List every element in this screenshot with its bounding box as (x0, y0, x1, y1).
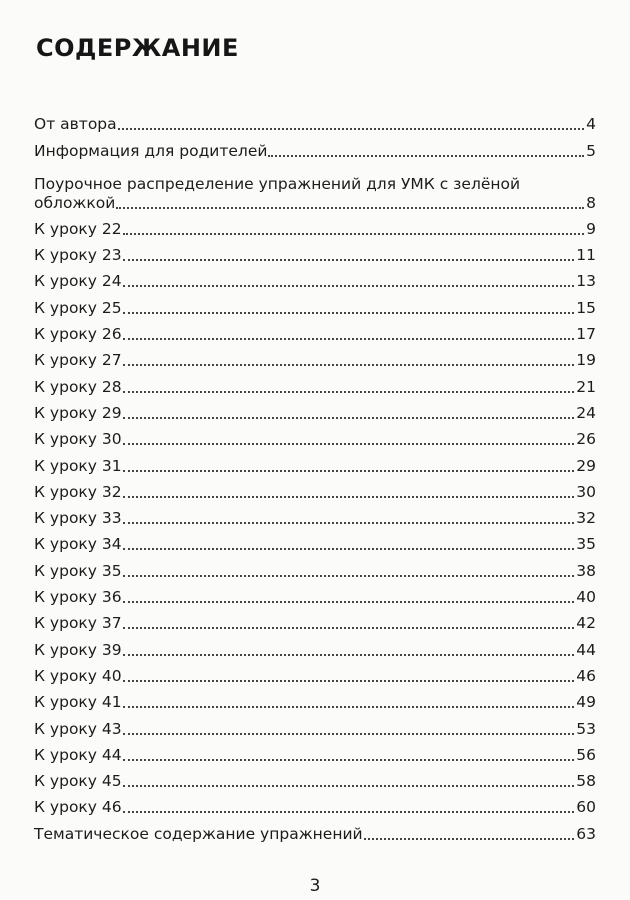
dot-leader (123, 442, 575, 445)
dot-leader (123, 705, 575, 708)
toc-entry[interactable] (34, 554, 596, 580)
dot-leader (364, 837, 575, 840)
toc-entry-label: К уроку 36 (34, 588, 122, 607)
toc-entry-label: К уроку 45 (34, 772, 122, 791)
dot-leader (123, 363, 575, 366)
toc-entry-label: К уроку 44 (34, 745, 122, 764)
toc-entry-page: 4 (586, 115, 596, 134)
toc-entry[interactable] (34, 239, 596, 265)
toc-entry-label: К уроку 46 (34, 798, 122, 817)
toc-entry-label: К уроку 32 (34, 482, 122, 501)
toc-entry[interactable] (34, 581, 596, 607)
toc-entry-page: 30 (576, 482, 596, 501)
toc-entry-page: 60 (576, 798, 596, 817)
dot-leader (123, 784, 575, 787)
dot-leader (123, 653, 575, 656)
toc-entry-page: 5 (586, 141, 596, 160)
toc-entry-label: К уроку 28 (34, 377, 122, 396)
table-of-contents (34, 108, 596, 844)
toc-entry-label: К уроку 22 (34, 219, 122, 238)
dot-leader (123, 495, 575, 498)
toc-entry-page: 58 (576, 772, 596, 791)
toc-entry[interactable] (34, 108, 596, 134)
toc-entry[interactable] (34, 397, 596, 423)
dot-leader (123, 311, 575, 314)
dot-leader (268, 154, 584, 157)
toc-entry[interactable] (34, 318, 596, 344)
dot-leader (123, 232, 585, 235)
toc-entry[interactable] (34, 660, 596, 686)
toc-entry-label: От автора (34, 115, 117, 134)
toc-entry[interactable] (34, 765, 596, 791)
dot-leader (123, 258, 575, 261)
dot-leader (123, 758, 575, 761)
toc-entry-page: 24 (576, 403, 596, 422)
toc-entry-label: К уроку 41 (34, 693, 122, 712)
toc-entry-label-line1: Поурочное распределение упражнений для УМК с зелёной (34, 174, 521, 193)
toc-entry[interactable] (34, 291, 596, 317)
toc-entry-line2 (34, 194, 596, 213)
toc-entry-page: 29 (576, 456, 596, 475)
toc-entry-page: 11 (576, 246, 596, 265)
dot-leader (123, 600, 575, 603)
dot-leader (123, 284, 575, 287)
toc-entry-page: 9 (586, 219, 596, 238)
toc-entry-label: К уроку 33 (34, 509, 122, 528)
toc-entry[interactable] (34, 134, 596, 160)
toc-entry[interactable] (34, 686, 596, 712)
dot-leader (116, 206, 584, 209)
toc-entry-page: 42 (576, 614, 596, 633)
toc-entry-label: К уроку 24 (34, 272, 122, 291)
toc-entry-label: Информация для родителей (34, 141, 268, 160)
toc-entry[interactable] (34, 161, 596, 213)
toc-entry-page: 56 (576, 745, 596, 764)
toc-entry-page: 8 (586, 193, 596, 212)
toc-entry-page: 38 (576, 561, 596, 580)
dot-leader (123, 810, 575, 813)
toc-entry-page: 32 (576, 509, 596, 528)
toc-entry-page: 63 (576, 824, 596, 843)
toc-entry-page: 13 (576, 272, 596, 291)
dot-leader (123, 679, 575, 682)
toc-entry[interactable] (34, 528, 596, 554)
toc-entry-page: 17 (576, 325, 596, 344)
toc-entry[interactable] (34, 476, 596, 502)
dot-leader (123, 626, 575, 629)
toc-entry[interactable] (34, 213, 596, 239)
toc-entry-label: К уроку 23 (34, 246, 122, 265)
toc-entry-label: К уроку 40 (34, 666, 122, 685)
toc-entry[interactable] (34, 502, 596, 528)
dot-leader (118, 127, 584, 130)
toc-entry-label: К уроку 30 (34, 430, 122, 449)
dot-leader (123, 574, 575, 577)
dot-leader (123, 416, 575, 419)
toc-entry-label: К уроку 27 (34, 351, 122, 370)
toc-entry-page: 15 (576, 298, 596, 317)
toc-entry-label: К уроку 35 (34, 561, 122, 580)
dot-leader (123, 732, 575, 735)
toc-entry-page: 40 (576, 588, 596, 607)
dot-leader (123, 390, 575, 393)
toc-entry-label: Тематическое содержание упражнений (34, 824, 363, 843)
toc-entry-page: 35 (576, 535, 596, 554)
toc-entry-page: 26 (576, 430, 596, 449)
dot-leader (123, 469, 575, 472)
toc-entry-stack (34, 175, 596, 213)
toc-entry-page: 44 (576, 640, 596, 659)
toc-entry-page: 46 (576, 666, 596, 685)
toc-entry-label: К уроку 31 (34, 456, 122, 475)
toc-entry-page: 21 (576, 377, 596, 396)
toc-entry-label: К уроку 34 (34, 535, 122, 554)
toc-entry[interactable] (34, 817, 596, 843)
toc-entry-label-line2: обложкой (34, 193, 116, 212)
toc-entry-label: К уроку 43 (34, 719, 122, 738)
dot-leader (123, 547, 575, 550)
toc-entry-label: К уроку 37 (34, 614, 122, 633)
toc-entry-page: 19 (576, 351, 596, 370)
toc-entry[interactable] (34, 423, 596, 449)
toc-entry[interactable] (34, 344, 596, 370)
dot-leader (123, 521, 575, 524)
toc-entry[interactable] (34, 607, 596, 633)
toc-entry-page: 49 (576, 693, 596, 712)
toc-entry-label: К уроку 26 (34, 325, 122, 344)
page-number: 3 (309, 876, 321, 896)
dot-leader (123, 337, 575, 340)
toc-entry-label: К уроку 25 (34, 298, 122, 317)
toc-entry[interactable] (34, 265, 596, 291)
toc-entry[interactable] (34, 712, 596, 738)
toc-entry[interactable] (34, 739, 596, 765)
toc-entry-label: К уроку 29 (34, 403, 122, 422)
page-title: СОДЕРЖАНИЕ (36, 34, 239, 62)
toc-entry[interactable] (34, 370, 596, 396)
toc-entry-page: 53 (576, 719, 596, 738)
toc-entry[interactable] (34, 791, 596, 817)
toc-entry[interactable] (34, 449, 596, 475)
toc-entry[interactable] (34, 633, 596, 659)
toc-entry-label: К уроку 39 (34, 640, 122, 659)
